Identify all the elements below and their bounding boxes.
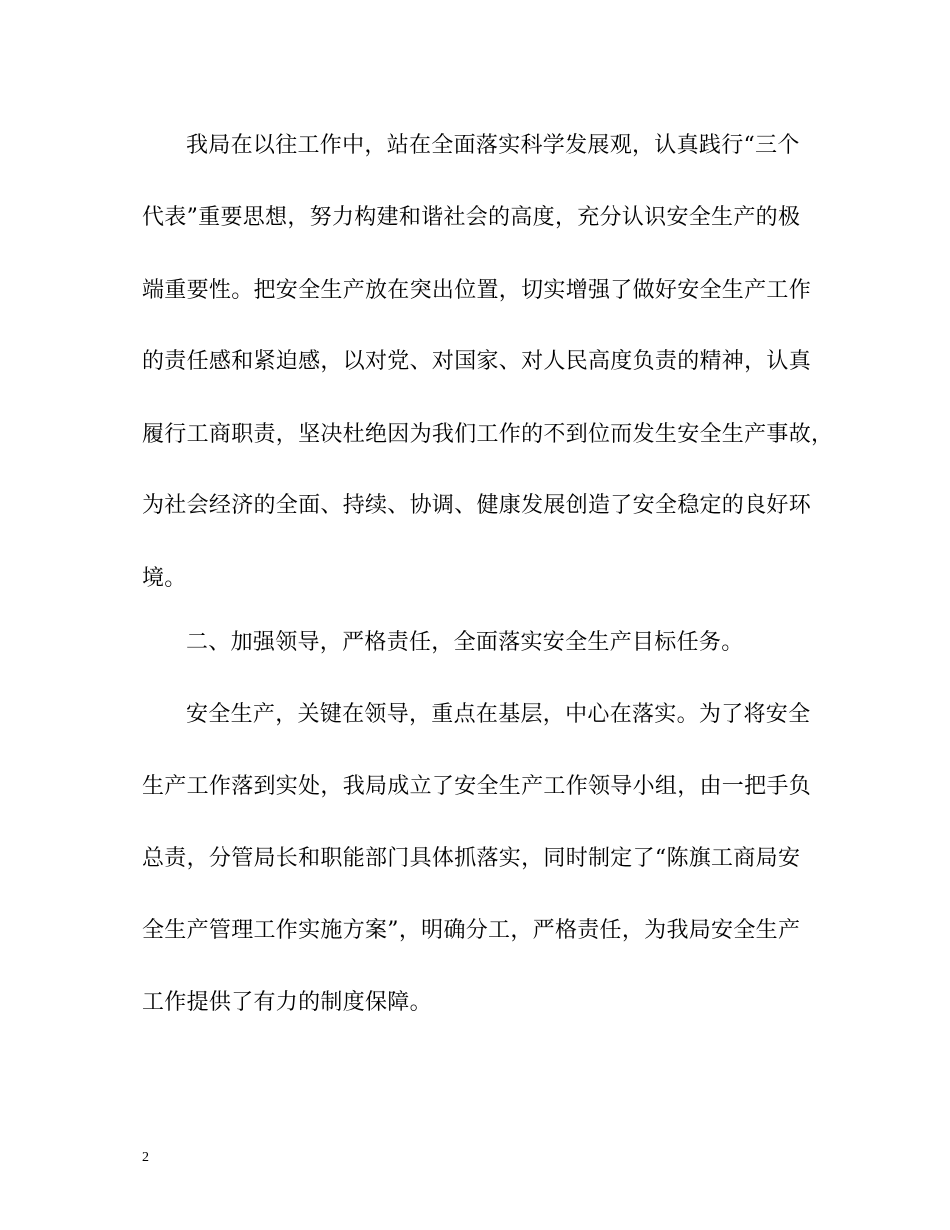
paragraph-2-line-5: 工作提供了有力的制度保障。 — [142, 990, 432, 1015]
paragraph-2-line-1: 安全生产，关键在领导，重点在基层，中心在落实。为了将安全 — [186, 702, 811, 727]
section-heading: 二、加强领导，严格责任，全面落实安全生产目标任务。 — [186, 630, 744, 655]
paragraph-1-line-3: 端重要性。把安全生产放在突出位置，切实增强了做好安全生产工作 — [142, 278, 812, 303]
paragraph-1-line-1: 我局在以往工作中，站在全面落实科学发展观，认真践行“三个 — [186, 133, 800, 158]
paragraph-1-line-2: 代表”重要思想，努力构建和谐社会的高度，充分认识安全生产的极 — [142, 205, 801, 230]
paragraph-1-line-7: 境。 — [142, 566, 187, 591]
paragraph-1-line-6: 为社会经济的全面、持续、协调、健康发展创造了安全稳定的良好环 — [142, 493, 812, 518]
paragraph-2-line-3: 总责，分管局长和职能部门具体抓落实，同时制定了“陈旗工商局安 — [142, 846, 801, 871]
paragraph-1-line-5: 履行工商职责，坚决杜绝因为我们工作的不到位而发生安全生产事故， — [142, 422, 834, 447]
paragraph-2-line-4: 全生产管理工作实施方案”，明确分工，严格责任，为我局安全生产 — [142, 918, 801, 943]
paragraph-1-line-4: 的责任感和紧迫感，以对党、对国家、对人民高度负责的精神，认真 — [142, 349, 812, 374]
paragraph-2-line-2: 生产工作落到实处，我局成立了安全生产工作领导小组，由一把手负 — [142, 774, 812, 799]
page-number: 2 — [142, 1150, 149, 1165]
